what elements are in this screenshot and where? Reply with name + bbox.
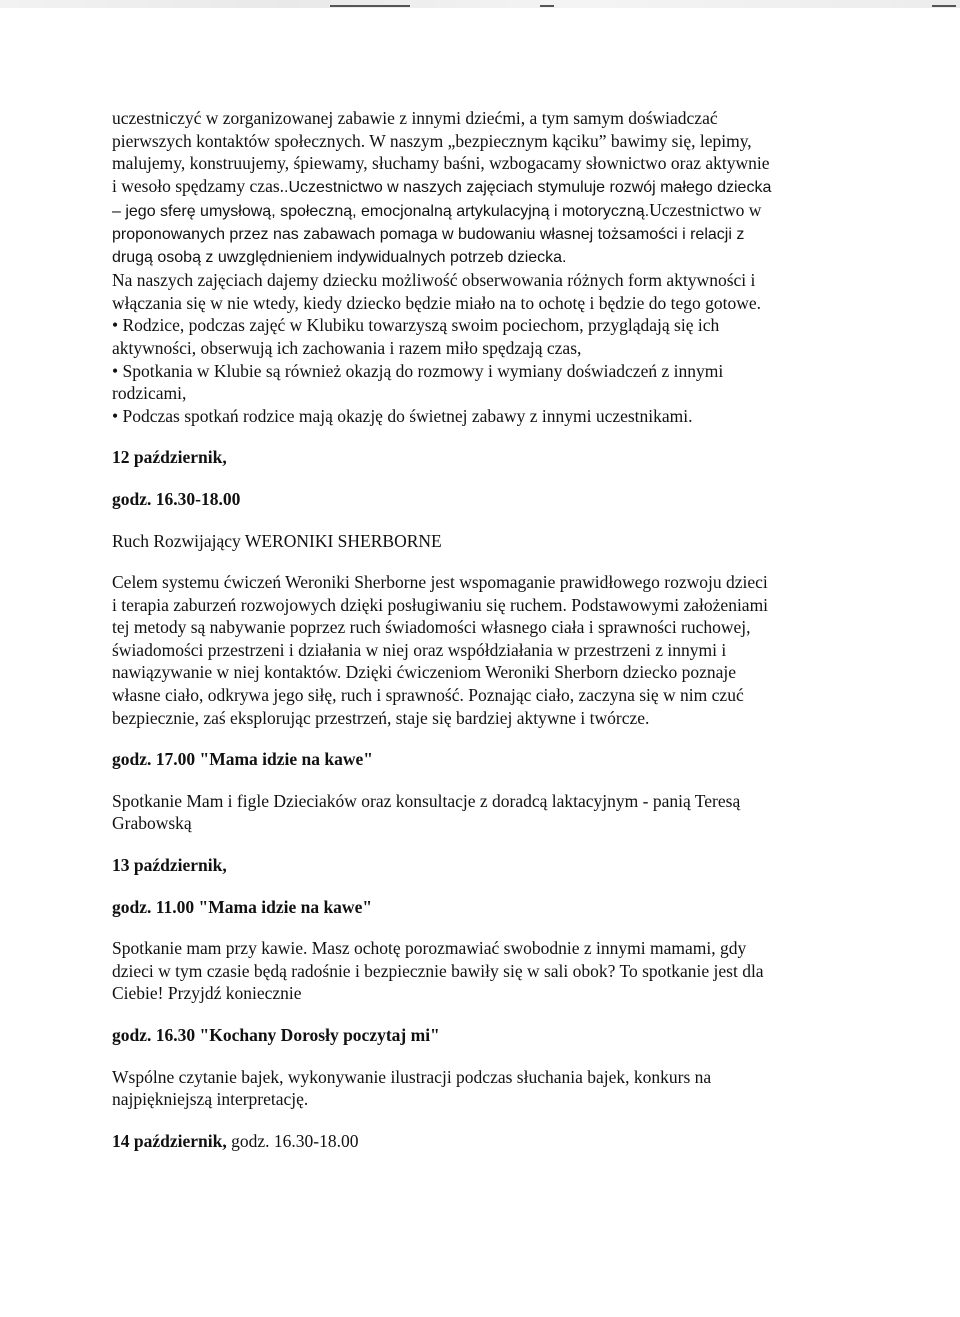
document-page (112, 107, 832, 1152)
time-heading: godz. 16.30-18.00 (112, 488, 241, 509)
text-line: najpiękniejszą interpretację. (112, 1089, 309, 1110)
text-line: tej metody są nabywanie poprzez ruch świadomości własnego ciała i sprawności ruchowej, (112, 617, 751, 638)
text-line: proponowanych przez nas zabawach pomaga w budowaniu własnej tożsamości i relacji z (112, 225, 745, 243)
text-fragment: – jego sferę umysłową, społeczną, emocjonalną artykulacyjną i motoryczną. (112, 203, 650, 221)
text-line: Grabowską (112, 813, 192, 834)
text-line: Spotkanie Mam i figle Dzieciaków oraz konsultacje z doradcą laktacyjnym - panią Teresą (112, 790, 741, 811)
text-fragment: .Uczestnictwo w naszych zajęciach stymuluje rozwój małego dziecka (284, 178, 772, 196)
text-line: Ruch Rozwijający WERONIKI SHERBORNE (112, 530, 442, 551)
text-line: pierwszych kontaktów społecznych. W naszym „bezpiecznym kąciku” bawimy się, lepimy, (112, 130, 752, 151)
sherborne-paragraph (112, 571, 832, 729)
coffee-paragraph (112, 937, 832, 1005)
intro-paragraph (112, 107, 832, 427)
text-line: dzieci w tym czasie będą radośnie i bezpiecznie bawiły się w sali obok? To spotkanie jest dla (112, 960, 764, 981)
text-line: Celem systemu ćwiczeń Weroniki Sherborne jest wspomaganie prawidłowego rozwoju dzieci (112, 572, 768, 593)
date-heading: 13 październik, (112, 855, 227, 876)
text-line: nawiązywanie w niej kontaktów. Dzięki ćwiczeniom Weroniki Sherborn dziecko poznaje (112, 662, 737, 683)
text-line: bezpiecznie, zaś eksplorując przestrzeń, staje się bardziej aktywne i twórcze. (112, 707, 650, 728)
reading-paragraph (112, 1066, 832, 1111)
time-text: godz. 16.30-18.00 (226, 1130, 359, 1151)
scan-mark (932, 5, 956, 7)
mama-paragraph (112, 790, 832, 835)
scan-top-edge (0, 0, 960, 8)
text-line: Na naszych zajęciach dajemy dziecku możliwość obserwowania różnych form aktywności i (112, 270, 756, 291)
text-line: • Rodzice, podczas zajęć w Klubiku towarzyszą swoim pociechom, przyglądają się ich (112, 315, 720, 336)
text-line: • Podczas spotkań rodzice mają okazję do świetnej zabawy z innymi uczestnikami. (112, 405, 693, 426)
section-title (112, 530, 832, 553)
time-heading: godz. 16.30 "Kochany Dorosły poczytaj mi" (112, 1025, 440, 1045)
text-line: malujemy, konstruujemy, śpiewamy, słuchamy baśni, wzbogacamy słownictwo oraz aktywnie (112, 153, 770, 174)
text-fragment: i wesoło spędzamy czas. (112, 175, 285, 196)
text-line: rodzicami, (112, 383, 187, 404)
text-line: drugą osobą z uwzględnieniem indywidualnych potrzeb dziecka. (112, 248, 567, 266)
date-heading (112, 1130, 832, 1153)
text-line: własne ciało, odkrywa jego siłę, ruch i sprawność. Poznając ciało, zaczyna się w nim czuć (112, 685, 744, 706)
text-fragment: Uczestnictwo w (649, 200, 762, 221)
text-line: Wspólne czytanie bajek, wykonywanie ilustracji podczas słuchania bajek, konkurs na (112, 1066, 712, 1087)
scan-mark (540, 5, 554, 7)
text-line: Ciebie! Przyjdź koniecznie (112, 983, 302, 1004)
time-heading: godz. 17.00 "Mama idzie na kawe" (112, 749, 374, 770)
text-line (112, 175, 832, 200)
text-line: aktywności, obserwują ich zachowania i razem miło spędzają czas, (112, 337, 582, 358)
text-line: • Spotkania w Klubie są również okazją do rozmowy i wymiany doświadczeń z innymi (112, 360, 724, 381)
time-heading: godz. 11.00 "Mama idzie na kawe" (112, 896, 373, 917)
text-line: Spotkanie mam przy kawie. Masz ochotę porozmawiać swobodnie z innymi mamami, gdy (112, 938, 747, 959)
text-line (112, 199, 832, 224)
text-line: uczestniczyć w zorganizowanej zabawie z innymi dziećmi, a tym samym doświadczać (112, 108, 718, 128)
date-text: 14 październik, (112, 1130, 227, 1151)
text-line: włączania się w nie wtedy, kiedy dziecko będzie miało na to ochotę i będzie do tego gotowe. (112, 292, 762, 313)
scan-mark (330, 5, 410, 7)
text-line: świadomości przestrzeni i działania w niej oraz współdziałania w przestrzeni z innymi i (112, 639, 727, 660)
text-line: i terapia zaburzeń rozwojowych dzięki posługiwaniu się ruchem. Podstawowymi założeniami (112, 594, 769, 615)
date-heading: 12 październik, (112, 447, 227, 468)
